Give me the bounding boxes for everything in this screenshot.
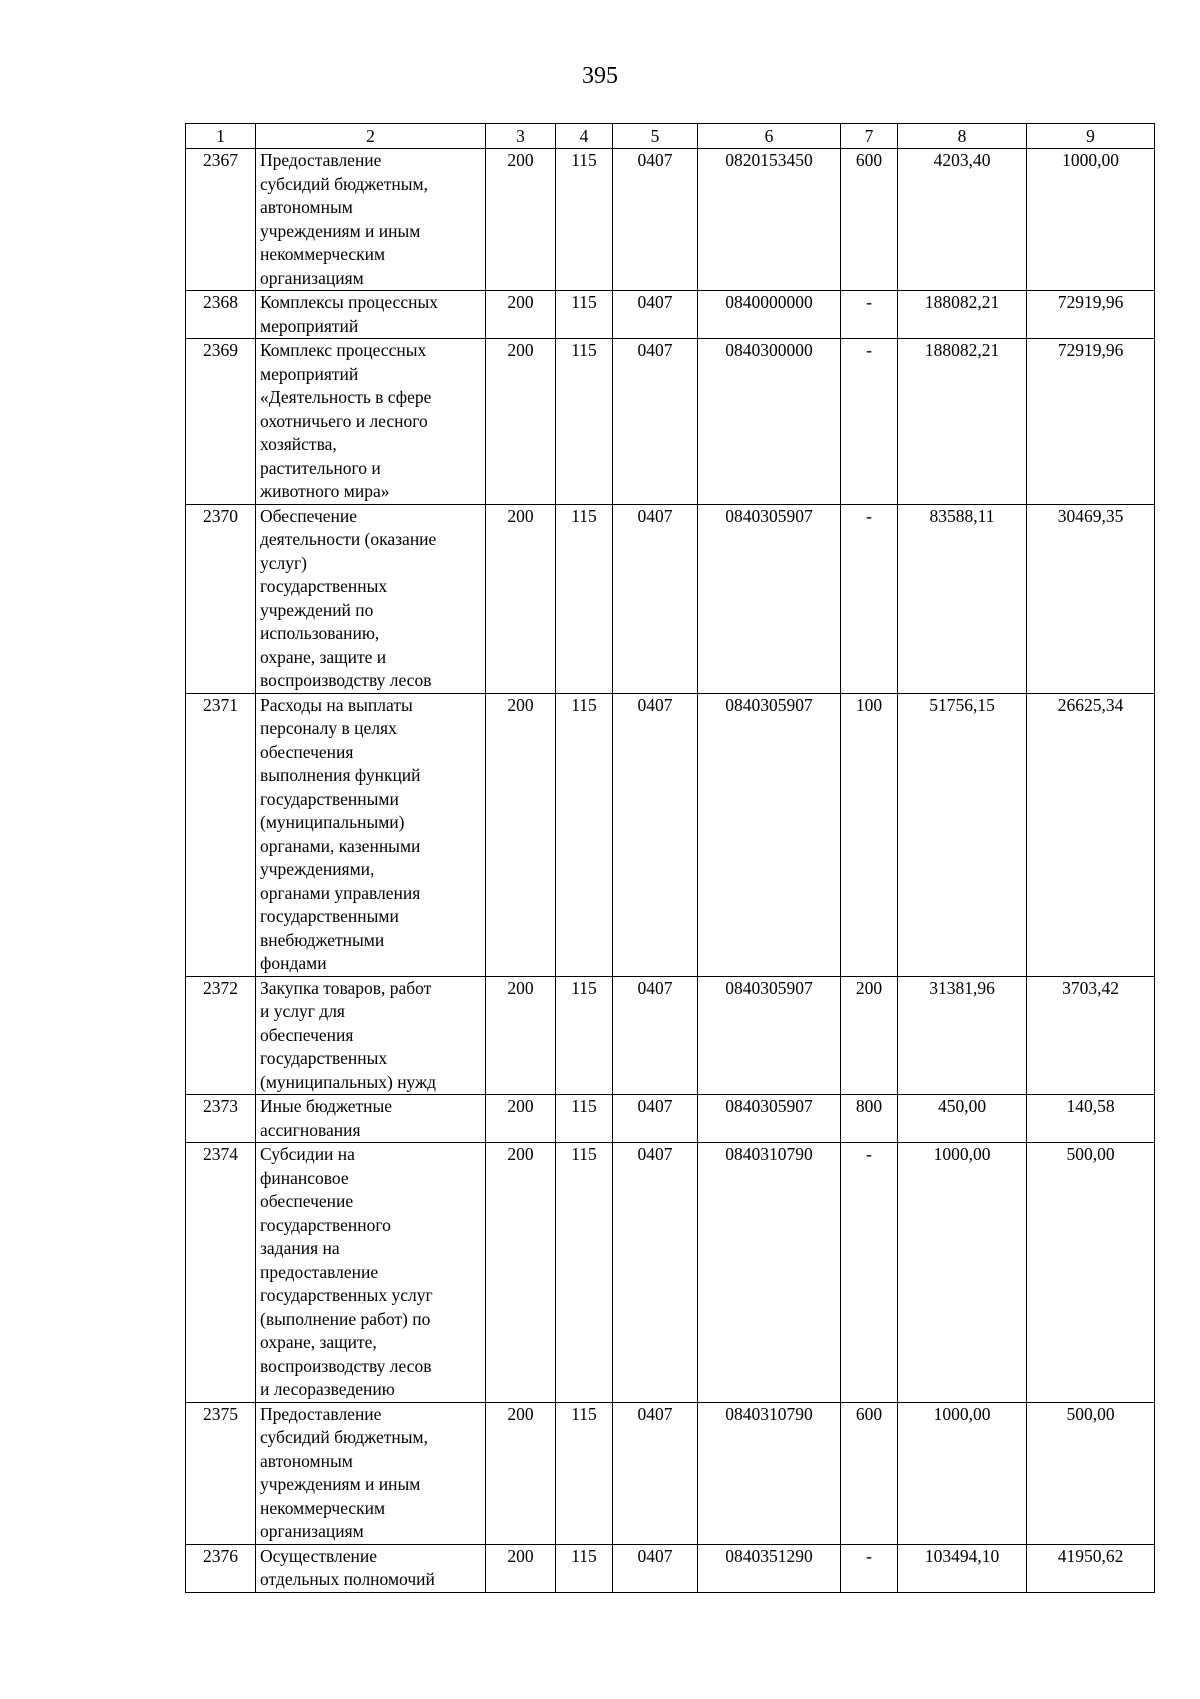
row-code-7: 200 — [841, 976, 898, 1095]
row-code-3: 200 — [486, 291, 556, 339]
row-number: 2368 — [186, 291, 256, 339]
row-code-5: 0407 — [613, 291, 698, 339]
column-header: 1 — [186, 124, 256, 149]
row-code-5: 0407 — [613, 1143, 698, 1403]
row-code-6: 0840300000 — [698, 339, 841, 505]
column-header: 7 — [841, 124, 898, 149]
row-name: Предоставление субсидий бюджетным, автономным учреждениям и иным некоммерческим организациям — [256, 1402, 486, 1544]
table-row — [186, 1402, 1155, 1544]
row-amount-8: 83588,11 — [898, 504, 1027, 693]
row-name: Закупка товаров, работ и услуг для обеспечения государственных (муниципальных) нужд — [256, 976, 486, 1095]
row-number: 2373 — [186, 1095, 256, 1143]
row-code-6: 0840305907 — [698, 976, 841, 1095]
row-number: 2375 — [186, 1402, 256, 1544]
table-row — [186, 504, 1155, 693]
row-code-6: 0840351290 — [698, 1544, 841, 1592]
table-header-row — [186, 124, 1155, 149]
row-code-5: 0407 — [613, 339, 698, 505]
row-amount-9: 1000,00 — [1027, 149, 1155, 291]
row-name: Иные бюджетные ассигнования — [256, 1095, 486, 1143]
table-row — [186, 339, 1155, 505]
row-code-4: 115 — [556, 339, 613, 505]
row-number: 2376 — [186, 1544, 256, 1592]
row-code-4: 115 — [556, 1143, 613, 1403]
row-amount-8: 103494,10 — [898, 1544, 1027, 1592]
row-code-3: 200 — [486, 1143, 556, 1403]
row-amount-8: 51756,15 — [898, 693, 1027, 976]
row-amount-9: 41950,62 — [1027, 1544, 1155, 1592]
table-row — [186, 1143, 1155, 1403]
column-header: 5 — [613, 124, 698, 149]
row-name: Комплексы процессных мероприятий — [256, 291, 486, 339]
row-code-3: 200 — [486, 1095, 556, 1143]
row-code-7: - — [841, 291, 898, 339]
row-code-3: 200 — [486, 976, 556, 1095]
row-code-7: 600 — [841, 149, 898, 291]
row-code-5: 0407 — [613, 1544, 698, 1592]
row-code-7: - — [841, 1143, 898, 1403]
row-code-7: - — [841, 339, 898, 505]
row-code-7: 800 — [841, 1095, 898, 1143]
row-code-5: 0407 — [613, 693, 698, 976]
row-code-4: 115 — [556, 693, 613, 976]
row-code-4: 115 — [556, 1095, 613, 1143]
table-row — [186, 1095, 1155, 1143]
table-row — [186, 149, 1155, 291]
row-code-3: 200 — [486, 1544, 556, 1592]
row-code-6: 0840305907 — [698, 1095, 841, 1143]
row-name: Комплекс процессных мероприятий «Деятельность в сфере охотничьего и лесного хозяйства, растительного и животного мира» — [256, 339, 486, 505]
row-amount-9: 3703,42 — [1027, 976, 1155, 1095]
row-amount-8: 1000,00 — [898, 1143, 1027, 1403]
table-row — [186, 693, 1155, 976]
row-amount-9: 72919,96 — [1027, 339, 1155, 505]
row-amount-9: 500,00 — [1027, 1143, 1155, 1403]
column-header: 8 — [898, 124, 1027, 149]
row-name: Обеспечение деятельности (оказание услуг) государственных учреждений по использованию, охране, защите и воспроизводству лесов — [256, 504, 486, 693]
row-name: Субсидии на финансовое обеспечение государственного задания на предоставление государственных услуг (выполнение работ) по охране, защите, воспроизводству лесов и лесоразведению — [256, 1143, 486, 1403]
row-number: 2367 — [186, 149, 256, 291]
row-code-7: - — [841, 1544, 898, 1592]
row-code-3: 200 — [486, 149, 556, 291]
budget-table — [185, 123, 1155, 1593]
row-code-6: 0840000000 — [698, 291, 841, 339]
row-code-4: 115 — [556, 291, 613, 339]
row-amount-8: 450,00 — [898, 1095, 1027, 1143]
column-header: 6 — [698, 124, 841, 149]
row-amount-8: 4203,40 — [898, 149, 1027, 291]
row-code-6: 0840310790 — [698, 1143, 841, 1403]
column-header: 9 — [1027, 124, 1155, 149]
table-row — [186, 976, 1155, 1095]
row-code-4: 115 — [556, 1402, 613, 1544]
row-code-5: 0407 — [613, 149, 698, 291]
row-code-5: 0407 — [613, 1402, 698, 1544]
row-name: Расходы на выплаты персоналу в целях обеспечения выполнения функций государственными (муниципальными) органами, казенными учреждениями, органами управления государственными внебюджетными фондами — [256, 693, 486, 976]
row-amount-9: 30469,35 — [1027, 504, 1155, 693]
column-header: 3 — [486, 124, 556, 149]
row-number: 2374 — [186, 1143, 256, 1403]
column-header: 4 — [556, 124, 613, 149]
row-amount-9: 500,00 — [1027, 1402, 1155, 1544]
table-row — [186, 291, 1155, 339]
row-amount-8: 188082,21 — [898, 339, 1027, 505]
row-code-6: 0840310790 — [698, 1402, 841, 1544]
row-number: 2370 — [186, 504, 256, 693]
row-code-4: 115 — [556, 504, 613, 693]
row-amount-9: 72919,96 — [1027, 291, 1155, 339]
row-code-7: - — [841, 504, 898, 693]
row-amount-8: 1000,00 — [898, 1402, 1027, 1544]
row-code-6: 0820153450 — [698, 149, 841, 291]
row-code-6: 0840305907 — [698, 504, 841, 693]
row-code-4: 115 — [556, 1544, 613, 1592]
table-row — [186, 1544, 1155, 1592]
row-code-4: 115 — [556, 976, 613, 1095]
row-number: 2372 — [186, 976, 256, 1095]
row-code-3: 200 — [486, 339, 556, 505]
row-code-3: 200 — [486, 693, 556, 976]
row-code-5: 0407 — [613, 504, 698, 693]
row-name: Предоставление субсидий бюджетным, автономным учреждениям и иным некоммерческим организациям — [256, 149, 486, 291]
row-number: 2369 — [186, 339, 256, 505]
row-code-3: 200 — [486, 1402, 556, 1544]
row-amount-8: 31381,96 — [898, 976, 1027, 1095]
column-header: 2 — [256, 124, 486, 149]
row-code-5: 0407 — [613, 1095, 698, 1143]
row-code-6: 0840305907 — [698, 693, 841, 976]
row-name: Осуществление отдельных полномочий — [256, 1544, 486, 1592]
row-code-3: 200 — [486, 504, 556, 693]
row-code-4: 115 — [556, 149, 613, 291]
row-amount-9: 140,58 — [1027, 1095, 1155, 1143]
row-code-5: 0407 — [613, 976, 698, 1095]
row-number: 2371 — [186, 693, 256, 976]
row-amount-9: 26625,34 — [1027, 693, 1155, 976]
row-code-7: 600 — [841, 1402, 898, 1544]
row-code-7: 100 — [841, 693, 898, 976]
row-amount-8: 188082,21 — [898, 291, 1027, 339]
page-number: 395 — [582, 63, 618, 89]
